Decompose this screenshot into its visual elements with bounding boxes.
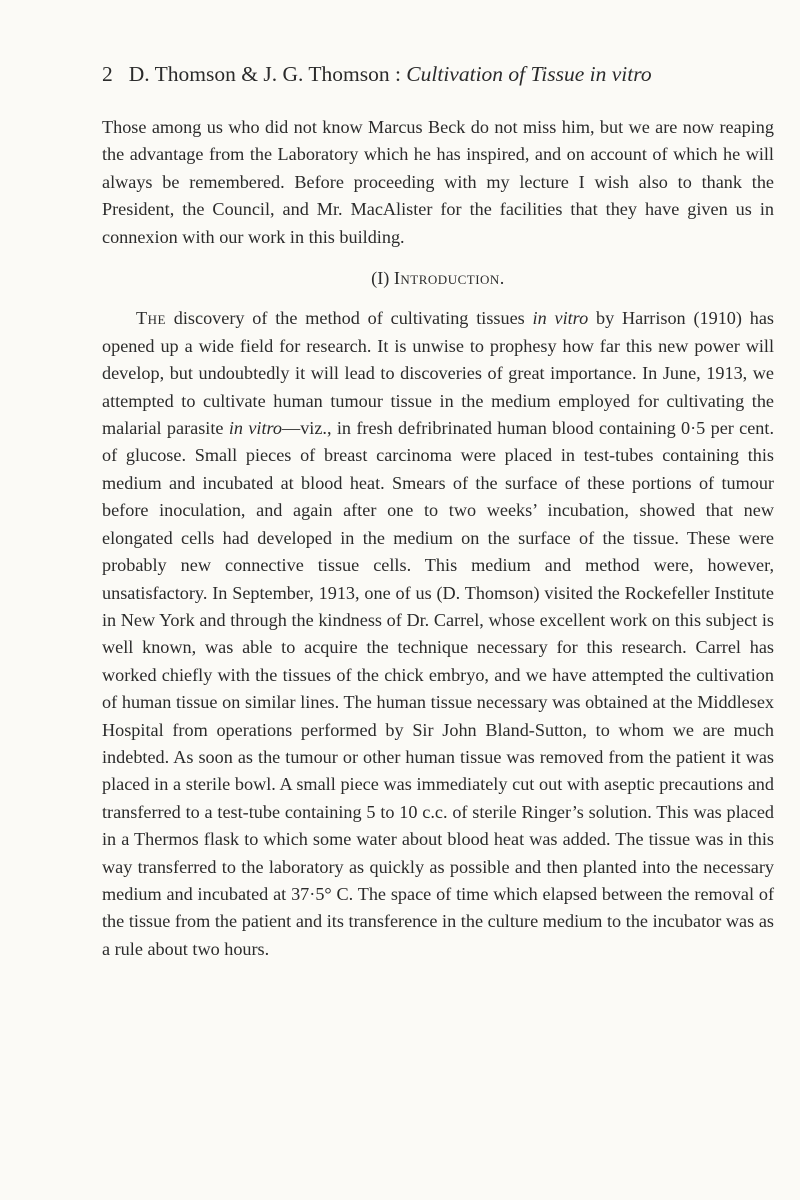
section-title: Introduction. xyxy=(393,268,505,289)
paragraph-2-part-3: —viz., in fresh defribrinated human blood containing 0·5 per cent. of glucose. Small pieces of breast carcinoma were placed in test-tubes containing this medium and incubated at blood heat. Smears of the surface of these portions of tumour before inoculation, and again after one to two weeks’ incubation, showed that new elongated cells had developed in the medium on the surface of the tissue. These were probably new connective tissue cells. This medium and method were, however, unsatisfactory. In September, 1913, one of us (D. Thomson) visited the Rockefeller Institute in New York and through the kindness of Dr. Carrel, whose excellent work on this subject is well known, was able to acquire the technique necessary for this research. Carrel has worked chiefly with the tissues of the chick embryo, and we have attempted the cultivation of human tissue on similar lines. The human tissue necessary was obtained at the Middlesex Hospital from operations performed by Sir John Bland-Sutton, to whom we are much indebted. As soon as the tumour or other human tissue was removed from the patient it was placed in a sterile bowl. A small piece was immediately cut out with aseptic precautions and transferred to a test-tube containing 5 to 10 c.c. of sterile Ringer’s solution. This was placed in a Thermos flask to which some water about blood heat was added. The tissue was in this way transferred to the laboratory as quickly as possible and then planted into the necessary medium and incubated at 37·5° C. The space of time which elapsed between the removal of the tissue from the patient and its transference in the culture medium to the incubator was as a rule about two hours. xyxy=(102,418,775,959)
paragraph-2-lead: The xyxy=(136,308,166,329)
paragraph-2-italic-2: in vitro xyxy=(228,418,282,439)
page-number: 2 xyxy=(102,62,113,86)
paragraph-2-part-2: by Harrison (1910) has opened up a wide field for research. It is unwise to prophesy how far this new power will develop, but undoubtedly it will lead to discoveries of great importance. In June, 1913, we attempted to cultivate human tumour tissue in the medium employed for cultivating the malarial parasite xyxy=(102,308,775,439)
header-title: Cultivation of Tissue in vitro xyxy=(406,62,652,86)
section-heading xyxy=(102,265,774,292)
running-header xyxy=(102,60,742,88)
paragraph-2-italic-1: in vitro xyxy=(532,308,589,329)
page-body xyxy=(102,114,774,963)
header-authors: D. Thomson & J. G. Thomson : xyxy=(128,62,401,86)
paragraph-2 xyxy=(102,305,774,963)
paragraph-2-part-1: discovery of the method of cultivating tissues xyxy=(165,308,533,329)
section-number: (I) xyxy=(371,268,390,289)
paragraph-1: Those among us who did not know Marcus Beck do not miss him, but we are now reaping the advantage from the Laboratory which he has inspired, and on account of which he will always be remembered. Before proceeding with my lecture I wish also to thank the President, the Council, and Mr. MacAlister for the facilities that they have given us in connexion with our work in this building. xyxy=(102,117,774,247)
